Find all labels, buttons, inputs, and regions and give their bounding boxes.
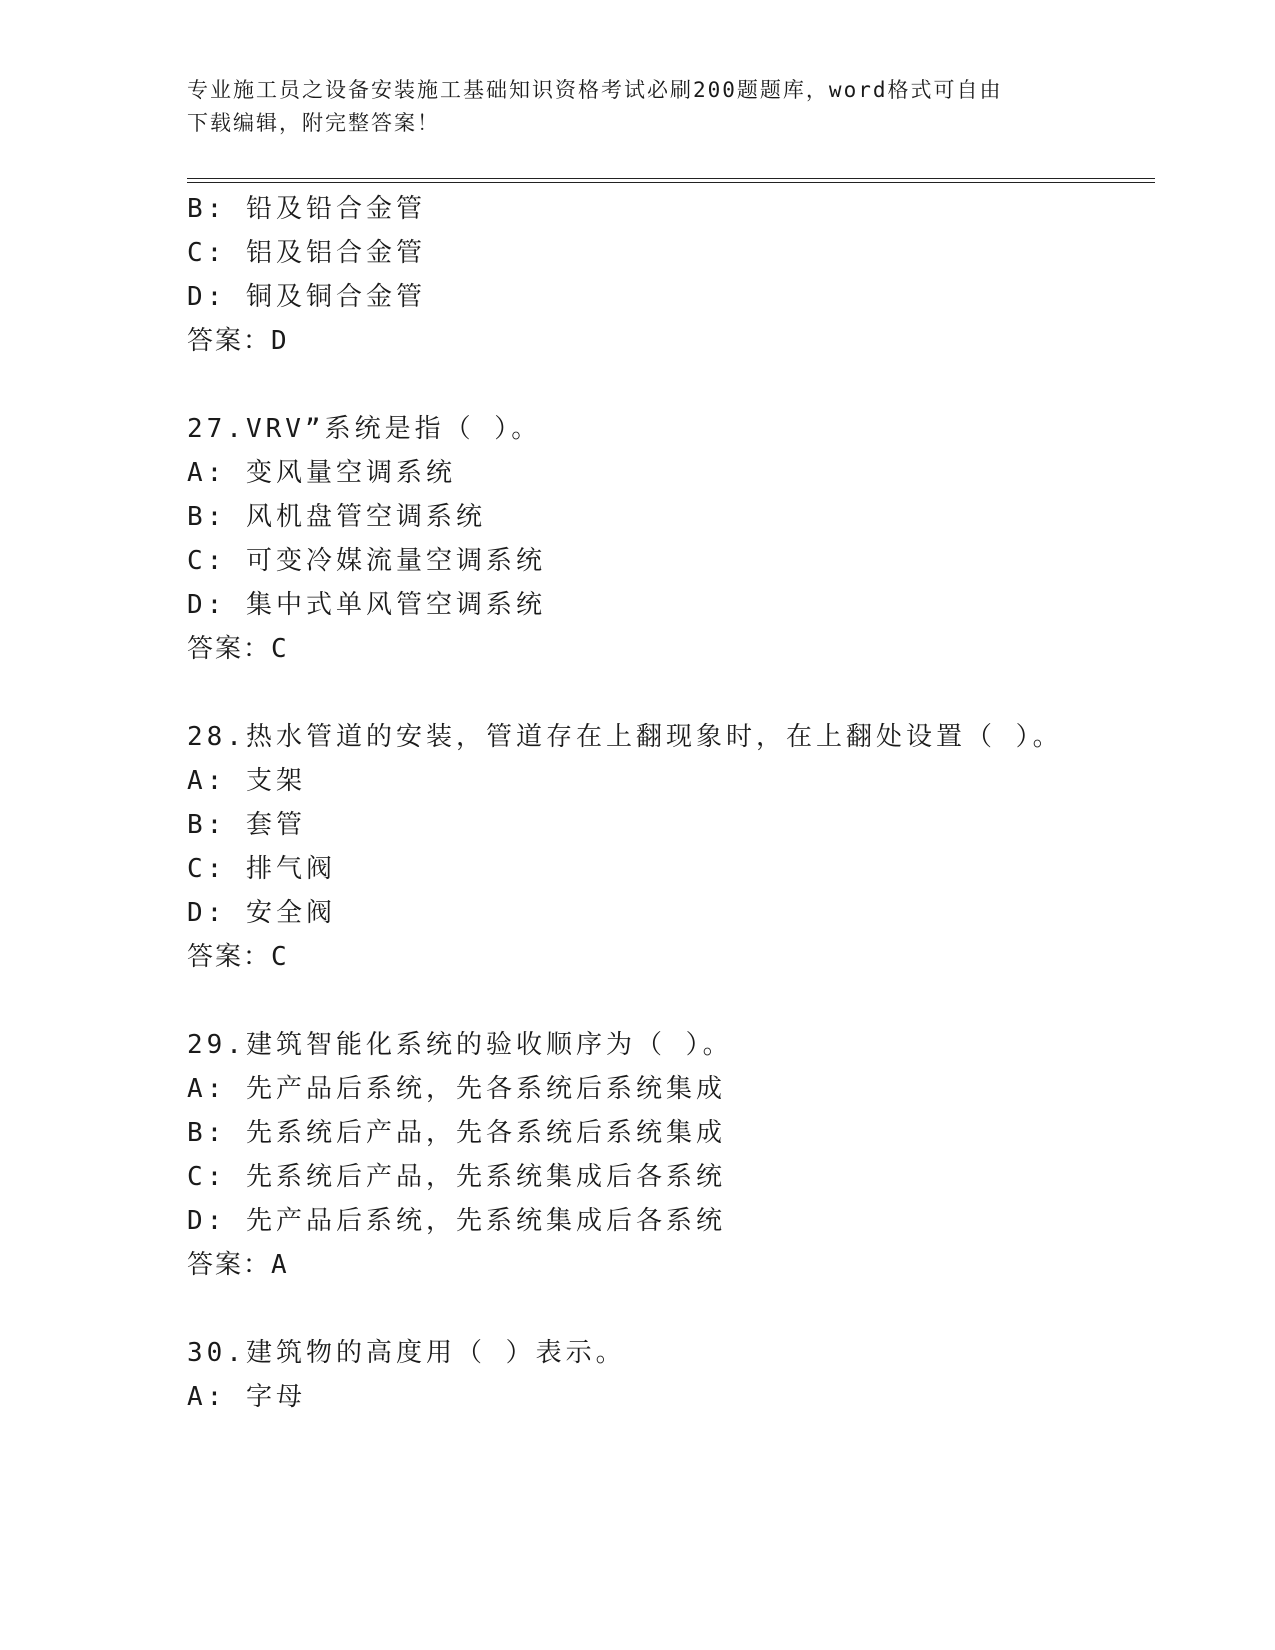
- q30-option-a: A: 字母: [187, 1382, 306, 1412]
- q28-answer: 答案：C: [187, 942, 289, 972]
- q29-question: 29.建筑智能化系统的验收顺序为（ ）。: [187, 1030, 733, 1060]
- q28-option-a: A: 支架: [187, 766, 306, 796]
- header-divider: [187, 178, 1155, 183]
- header-line-2: 下载编辑，附完整答案！: [187, 111, 440, 135]
- q26-option-c: C: 铝及铝合金管: [187, 238, 426, 268]
- q27-option-c: C: 可变冷媒流量空调系统: [187, 546, 546, 576]
- q26-option-d: D: 铜及铜合金管: [187, 282, 426, 312]
- q27-option-d: D: 集中式单风管空调系统: [187, 590, 546, 620]
- q26-answer: 答案：D: [187, 326, 289, 356]
- q27-option-a: A: 变风量空调系统: [187, 458, 456, 488]
- q28-question: 28.热水管道的安装，管道存在上翻现象时，在上翻处设置（ ）。: [187, 722, 1063, 752]
- q27-option-b: B: 风机盘管空调系统: [187, 502, 486, 532]
- q29-answer: 答案：A: [187, 1250, 289, 1280]
- q29-option-a: A: 先产品后系统，先各系统后系统集成: [187, 1074, 726, 1104]
- q28-option-b: B: 套管: [187, 810, 306, 840]
- q26-option-b: B: 铅及铅合金管: [187, 194, 426, 224]
- q27-answer: 答案：C: [187, 634, 289, 664]
- document-header: [187, 74, 1067, 140]
- q28-option-d: D: 安全阀: [187, 898, 336, 928]
- q29-option-b: B: 先系统后产品，先各系统后系统集成: [187, 1118, 726, 1148]
- q29-option-c: C: 先系统后产品，先系统集成后各系统: [187, 1162, 726, 1192]
- q29-option-d: D: 先产品后系统，先系统集成后各系统: [187, 1206, 726, 1236]
- q30-question: 30.建筑物的高度用（ ）表示。: [187, 1338, 626, 1368]
- q27-question: 27.VRV”系统是指（ ）。: [187, 414, 542, 444]
- header-line-1: 专业施工员之设备安装施工基础知识资格考试必刷200题题库，word格式可自由: [187, 78, 1003, 102]
- q28-option-c: C: 排气阀: [187, 854, 336, 884]
